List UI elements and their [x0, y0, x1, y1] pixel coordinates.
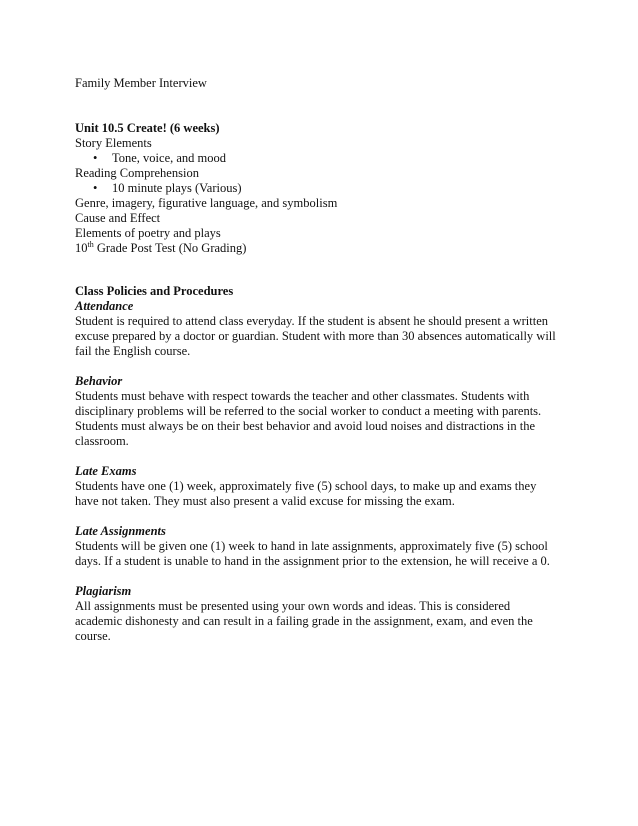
bullet-icon: • — [93, 151, 98, 165]
late-assignments-section — [75, 524, 575, 569]
unit-item: Reading Comprehension — [75, 166, 199, 180]
unit-item: Elements of poetry and plays — [75, 226, 221, 240]
unit-item: Story Elements — [75, 136, 152, 150]
paragraph-line: have not taken. They must also present a valid excuse for missing the exam. — [75, 494, 455, 508]
unit-section — [75, 121, 575, 256]
paragraph-line: fail the English course. — [75, 344, 191, 358]
post-test-ordinal: th — [87, 240, 94, 249]
paragraph-line: course. — [75, 629, 111, 643]
late-exams-heading: Late Exams — [75, 464, 137, 478]
post-test-text: Grade Post Test (No Grading) — [93, 241, 247, 255]
bullet-text: 10 minute plays (Various) — [112, 181, 242, 195]
late-exams-section — [75, 464, 575, 509]
late-assignments-heading: Late Assignments — [75, 524, 166, 538]
behavior-heading: Behavior — [75, 374, 123, 388]
bullet-item — [75, 181, 575, 196]
paragraph-line: academic dishonesty and can result in a failing grade in the assignment, exam, and even the — [75, 614, 533, 628]
bullet-item — [75, 151, 575, 166]
bullet-text: Tone, voice, and mood — [112, 151, 227, 165]
behavior-section — [75, 374, 575, 449]
policies-title: Class Policies and Procedures — [75, 284, 234, 298]
plagiarism-heading: Plagiarism — [75, 584, 132, 598]
attendance-section — [75, 299, 575, 359]
paragraph-line: Students will be given one (1) week to hand in late assignments, approximately five (5) school — [75, 539, 548, 553]
paragraph-line: Students have one (1) week, approximately five (5) school days, to make up and exams they — [75, 479, 537, 493]
paragraph-line: classroom. — [75, 434, 129, 448]
paragraph-line: excuse prepared by a doctor or guardian. Student with more than 30 absences automatically will — [75, 329, 556, 343]
post-test-number: 10 — [75, 241, 88, 255]
paragraph-line: Student is required to attend class everyday. If the student is absent he should present a written — [75, 314, 549, 328]
document-page — [75, 76, 575, 644]
unit-title: Unit 10.5 Create! (6 weeks) — [75, 121, 220, 135]
policies-section — [75, 284, 575, 644]
paragraph-line: disciplinary problems will be referred to the social worker to conduct a meeting with parents. — [75, 404, 542, 418]
paragraph-line: Students must always be on their best behavior and avoid loud noises and distractions in the — [75, 419, 535, 433]
plagiarism-section — [75, 584, 575, 644]
unit-item: Cause and Effect — [75, 211, 161, 225]
family-member-interview-line: Family Member Interview — [75, 76, 207, 90]
post-test-line — [75, 241, 575, 256]
unit-item: Genre, imagery, figurative language, and symbolism — [75, 196, 338, 210]
paragraph-line: Students must behave with respect towards the teacher and other classmates. Students with — [75, 389, 530, 403]
bullet-icon: • — [93, 181, 98, 195]
paragraph-line: All assignments must be presented using your own words and ideas. This is considered — [75, 599, 511, 613]
attendance-heading: Attendance — [75, 299, 134, 313]
paragraph-line: days. If a student is unable to hand in the assignment prior to the extension, he will receive a 0. — [75, 554, 550, 568]
